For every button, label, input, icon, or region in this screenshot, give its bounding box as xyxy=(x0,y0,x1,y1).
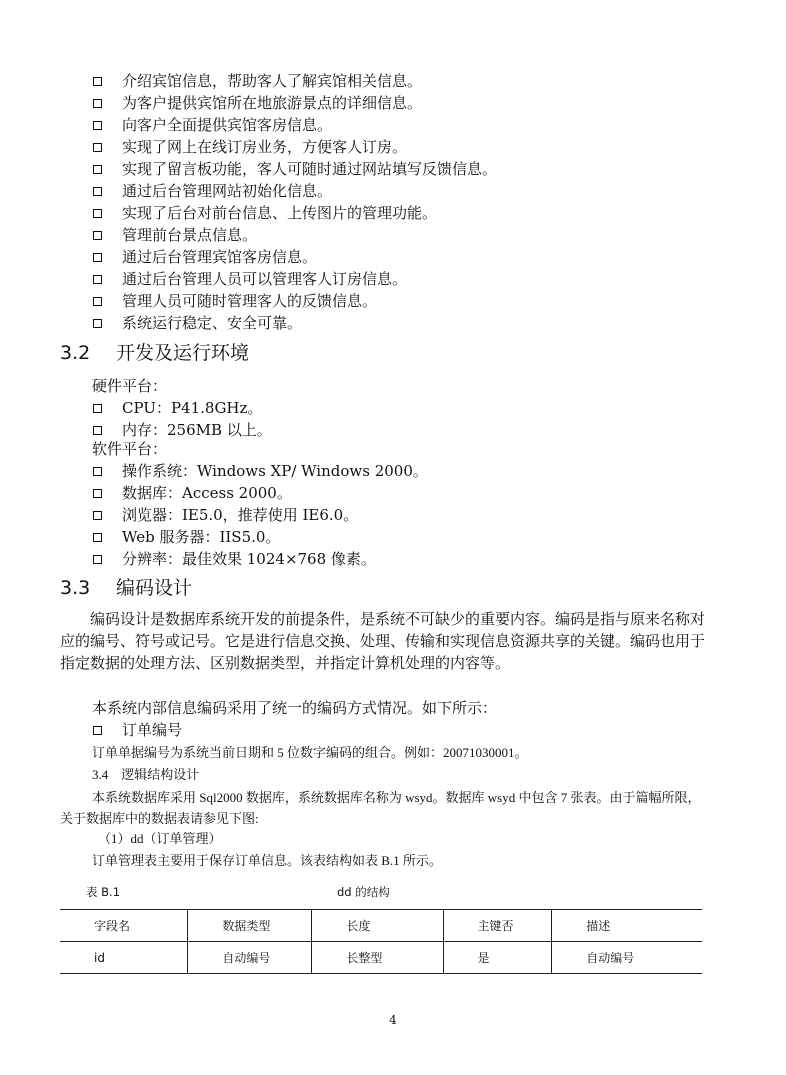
checkbox-icon xyxy=(93,121,102,130)
list-item-label: 订单编号 xyxy=(122,721,183,739)
list-item-label: 通过后台管理宾馆客房信息。 xyxy=(122,248,318,266)
list-item-label: 实现了后台对前台信息、上传图片的管理功能。 xyxy=(122,204,438,222)
list-item-label: 浏览器：IE5.0，推荐使用 IE6.0。 xyxy=(122,506,359,524)
checkbox-icon xyxy=(93,77,102,86)
software-label: 软件平台： xyxy=(92,440,168,458)
list-item-label: 通过后台管理人员可以管理客人订房信息。 xyxy=(122,270,408,288)
list-item-label: Web 服务器：IIS5.0。 xyxy=(122,528,281,546)
section-number: 3.2 xyxy=(60,342,91,364)
list-item xyxy=(92,114,497,136)
list-item-label: 实现了网上在线订房业务，方便客人订房。 xyxy=(122,138,408,156)
checkbox-icon xyxy=(93,165,102,174)
checkbox-icon xyxy=(93,511,102,520)
list-item-label: 管理前台景点信息。 xyxy=(122,226,258,244)
list-item xyxy=(92,92,497,114)
dd-description: 订单管理表主要用于保存订单信息。该表结构如表 B.1 所示。 xyxy=(92,853,442,868)
checkbox-icon xyxy=(93,319,102,328)
table-cell: 长整型 xyxy=(312,942,443,974)
checkbox-icon xyxy=(93,726,102,735)
list-item-label: 介绍宾馆信息，帮助客人了解宾馆相关信息。 xyxy=(122,72,423,90)
list-item-label: 管理人员可随时管理客人的反馈信息。 xyxy=(122,292,378,310)
feature-list xyxy=(92,70,497,334)
table-header-row xyxy=(60,910,702,942)
checkbox-icon xyxy=(93,555,102,564)
table-header-cell: 描述 xyxy=(552,910,702,942)
list-item xyxy=(92,312,497,334)
checkbox-icon xyxy=(93,467,102,476)
order-number-note: 订单单据编号为系统当前日期和 5 位数字编码的组合。例如：20071030001。 xyxy=(92,745,528,760)
list-item xyxy=(92,397,272,419)
dd-subheading: （1）dd（订单管理） xyxy=(98,831,222,846)
list-item xyxy=(92,224,497,246)
hardware-label: 硬件平台： xyxy=(92,377,168,395)
list-item-label: 分辨率：最佳效果 1024×768 像素。 xyxy=(122,550,376,568)
list-item-label: 数据库：Access 2000。 xyxy=(122,484,292,502)
checkbox-icon xyxy=(93,426,102,435)
table-caption-label: 表 B.1 xyxy=(86,885,121,899)
software-list xyxy=(92,460,428,570)
checkbox-icon xyxy=(93,275,102,284)
checkbox-icon xyxy=(93,489,102,498)
checkbox-icon xyxy=(93,209,102,218)
section-heading-3-4: 3.4 逻辑结构设计 xyxy=(92,767,200,782)
list-item xyxy=(92,202,497,224)
checkbox-icon xyxy=(93,533,102,542)
list-item xyxy=(92,290,497,312)
table-cell: 是 xyxy=(443,942,552,974)
checkbox-icon xyxy=(93,253,102,262)
table-header-cell: 数据类型 xyxy=(188,910,312,942)
table-row xyxy=(60,942,702,974)
checkbox-icon xyxy=(93,404,102,413)
list-item xyxy=(92,268,497,290)
section-heading-3-3 xyxy=(60,575,192,601)
list-item xyxy=(92,504,428,526)
table-cell: 自动编号 xyxy=(188,942,312,974)
dd-structure-table xyxy=(60,909,702,974)
hardware-list xyxy=(92,397,272,441)
list-item xyxy=(92,158,497,180)
section-title: 编码设计 xyxy=(116,577,193,599)
checkbox-icon xyxy=(93,143,102,152)
list-item xyxy=(92,180,497,202)
list-item-label: 系统运行稳定、安全可靠。 xyxy=(122,314,303,332)
list-item-label: 实现了留言板功能，客人可随时通过网站填写反馈信息。 xyxy=(122,160,498,178)
list-item xyxy=(92,548,428,570)
list-item xyxy=(92,719,182,741)
page-number: 4 xyxy=(389,1013,397,1027)
list-item xyxy=(92,70,497,92)
checkbox-icon xyxy=(93,187,102,196)
list-item-label: 操作系统：Windows XP/ Windows 2000。 xyxy=(122,462,428,480)
list-item-label: 通过后台管理网站初始化信息。 xyxy=(122,182,333,200)
list-item-label: 向客户全面提供宾馆客房信息。 xyxy=(122,116,333,134)
section-title: 开发及运行环境 xyxy=(116,342,250,364)
checkbox-icon xyxy=(93,297,102,306)
checkbox-icon xyxy=(93,99,102,108)
list-item-label: CPU：P41.8GHz。 xyxy=(122,399,263,417)
table-caption-title: dd 的结构 xyxy=(337,885,390,899)
coding-method-paragraph: 本系统内部信息编码采用了统一的编码方式情况。如下所示： xyxy=(92,699,498,717)
list-item-label: 为客户提供宾馆所在地旅游景点的详细信息。 xyxy=(122,94,423,112)
table-header-cell: 字段名 xyxy=(60,910,188,942)
checkbox-icon xyxy=(93,231,102,240)
logical-design-paragraph: 本系统数据库采用 Sql2000 数据库，系统数据库名称为 wsyd。数据库 wsyd 中包含 7 张表。由于篇幅所限，关于数据库中的数据表请参见下图: xyxy=(60,790,701,826)
table-header-cell: 长度 xyxy=(312,910,443,942)
list-item xyxy=(92,136,497,158)
list-item xyxy=(92,526,428,548)
coding-list xyxy=(92,719,182,741)
list-item xyxy=(92,482,428,504)
table-cell: 自动编号 xyxy=(552,942,702,974)
table-header-cell: 主键否 xyxy=(443,910,552,942)
coding-design-paragraph: 编码设计是数据库系统开发的前提条件，是系统不可缺少的重要内容。编码是指与原来名称对应的编号、符号或记号。它是进行信息交换、处理、传输和实现信息资源共享的关键。编码也用于指定数据的处理方法、区别数据类型，并指定计算机处理的内容等。 xyxy=(60,610,706,672)
list-item xyxy=(92,460,428,482)
section-heading-3-2 xyxy=(60,340,249,366)
table-cell: id xyxy=(60,942,188,974)
list-item-label: 内存：256MB 以上。 xyxy=(122,421,272,439)
section-number: 3.3 xyxy=(60,577,91,599)
list-item xyxy=(92,246,497,268)
